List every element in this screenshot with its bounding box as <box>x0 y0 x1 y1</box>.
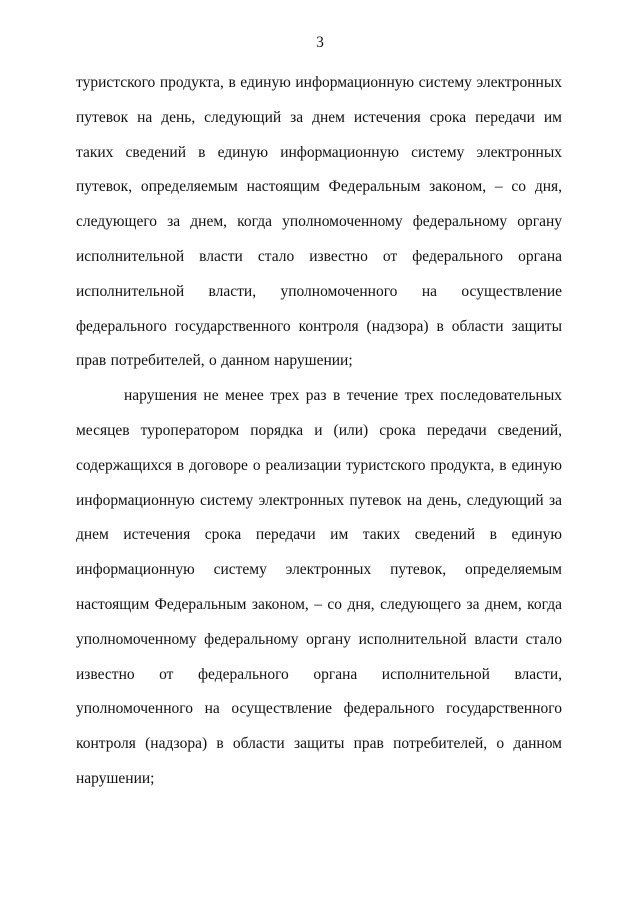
page-number: 3 <box>316 34 324 51</box>
paragraph-continuation: туристского продукта, в единую информационную систему электронных путевок на день, следующий за днем истечения срока передачи им таких сведений в единую информационную систему электронных путевок, определяемым настоящим Федеральным законом, – со дня, следующего за днем, когда уполномоченному федеральному органу исполнительной власти стало известно от федерального органа исполнительной власти, уполномоченного на осуществление федерального государственного контроля (надзора) в области защиты прав потребителей, о данном нарушении; <box>76 74 562 370</box>
document-body <box>76 66 562 797</box>
paragraph-violation-clause: нарушения не менее трех раз в течение трех последовательных месяцев туроператором порядка и (или) срока передачи сведений, содержащихся в договоре о реализации туристского продукта, в единую информационную систему электронных путевок на день, следующий за днем истечения срока передачи им таких сведений в единую информационную систему электронных путевок, определяемым настоящим Федеральным законом, – со дня, следующего за днем, когда уполномоченному федеральному органу исполнительной власти стало известно от федерального органа исполнительной власти, уполномоченного на осуществление федерального государственного контроля (надзора) в области защиты прав потребителей, о данном нарушении; <box>76 387 562 787</box>
